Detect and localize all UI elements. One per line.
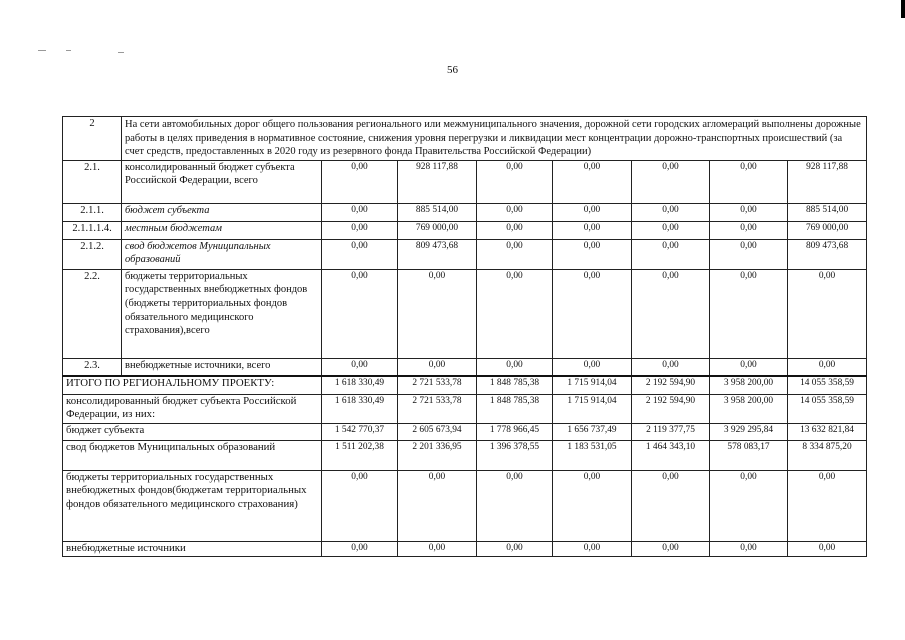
summary-value-cell: 0,00 — [710, 541, 788, 556]
summary-value-cell: 1 656 737,49 — [553, 423, 632, 440]
summary-value-cell: 0,00 — [710, 470, 788, 541]
value-cell: 809 473,68 — [788, 239, 867, 269]
summary-value-cell: 3 929 295,84 — [710, 423, 788, 440]
summary-value-cell: 1 464 343,10 — [632, 440, 710, 470]
summary-value-cell: 3 958 200,00 — [710, 394, 788, 423]
table-row — [63, 203, 867, 221]
summary-value-cell: 13 632 821,84 — [788, 423, 867, 440]
summary-value-cell: 1 848 785,38 — [477, 394, 553, 423]
scan-speck — [66, 50, 71, 51]
summary-value-cell: 0,00 — [788, 541, 867, 556]
scan-edge-mark — [901, 0, 905, 18]
value-cell: 928 117,88 — [788, 160, 867, 203]
page-number: 56 — [447, 64, 458, 76]
summary-value-cell: 0,00 — [398, 541, 477, 556]
summary-row — [63, 423, 867, 440]
summary-value-cell: 0,00 — [632, 470, 710, 541]
value-cell: 0,00 — [632, 358, 710, 376]
summary-value-cell: 0,00 — [553, 541, 632, 556]
summary-value-cell: 2 721 533,78 — [398, 394, 477, 423]
total-value-cell: 14 055 358,59 — [788, 376, 867, 394]
total-value-cell: 3 958 200,00 — [710, 376, 788, 394]
value-cell: 0,00 — [477, 269, 553, 358]
row-label: местным бюджетам — [122, 221, 322, 239]
row-code: 2.3. — [63, 358, 122, 376]
value-cell: 0,00 — [710, 160, 788, 203]
total-label: ИТОГО ПО РЕГИОНАЛЬНОМУ ПРОЕКТУ: — [63, 376, 322, 394]
summary-label: бюджет субъекта — [63, 423, 322, 440]
value-cell: 0,00 — [710, 358, 788, 376]
row-label: бюджет субъекта — [122, 203, 322, 221]
row-code: 2.2. — [63, 269, 122, 358]
total-value-cell: 1 848 785,38 — [477, 376, 553, 394]
section-title: На сети автомобильных дорог общего пользования регионального или межмуниципального значения, дорожной сети городских агломераций выполнены дорожные работы в целях приведения в нормативное состояние, снижения уровня перегрузки и ликвидации мест концентрации дорожно-транспортных происшествий (за счет средств, предоставленных в 2020 году из резервного фонда Правительства Российской Федерации) — [122, 117, 867, 161]
total-value-cell: 2 721 533,78 — [398, 376, 477, 394]
table-body — [63, 117, 867, 557]
value-cell: 769 000,00 — [398, 221, 477, 239]
value-cell: 0,00 — [477, 160, 553, 203]
value-cell: 769 000,00 — [788, 221, 867, 239]
row-label: бюджеты территориальных государственных внебюджетных фондов (бюджеты территориальных фондов обязательного медицинского страхования),всего — [122, 269, 322, 358]
total-value-cell: 1 618 330,49 — [322, 376, 398, 394]
row-code: 2.1.1.1.4. — [63, 221, 122, 239]
value-cell: 0,00 — [710, 221, 788, 239]
section-code: 2 — [63, 117, 122, 161]
total-row — [63, 376, 867, 394]
row-code: 2.1.2. — [63, 239, 122, 269]
total-value-cell: 2 192 594,90 — [632, 376, 710, 394]
value-cell: 0,00 — [632, 239, 710, 269]
value-cell: 0,00 — [788, 358, 867, 376]
row-code: 2.1. — [63, 160, 122, 203]
value-cell: 0,00 — [477, 203, 553, 221]
value-cell: 0,00 — [322, 358, 398, 376]
value-cell: 0,00 — [632, 203, 710, 221]
value-cell: 0,00 — [322, 239, 398, 269]
summary-value-cell: 1 183 531,05 — [553, 440, 632, 470]
summary-value-cell: 0,00 — [322, 470, 398, 541]
summary-value-cell: 0,00 — [632, 541, 710, 556]
summary-label: консолидированный бюджет субъекта Российской Федерации, из них: — [63, 394, 322, 423]
value-cell: 0,00 — [710, 203, 788, 221]
row-label: консолидированный бюджет субъекта Российской Федерации, всего — [122, 160, 322, 203]
summary-label: бюджеты территориальных государственных внебюджетных фондов(бюджетам территориальных фондов обязательного медицинского страхования) — [63, 470, 322, 541]
summary-row — [63, 541, 867, 556]
value-cell: 0,00 — [322, 160, 398, 203]
summary-row — [63, 394, 867, 423]
value-cell: 0,00 — [553, 221, 632, 239]
value-cell: 885 514,00 — [788, 203, 867, 221]
value-cell: 0,00 — [710, 269, 788, 358]
value-cell: 0,00 — [322, 203, 398, 221]
summary-value-cell: 14 055 358,59 — [788, 394, 867, 423]
value-cell: 0,00 — [632, 221, 710, 239]
summary-value-cell: 8 334 875,20 — [788, 440, 867, 470]
summary-value-cell: 2 201 336,95 — [398, 440, 477, 470]
summary-value-cell: 1 511 202,38 — [322, 440, 398, 470]
value-cell: 0,00 — [553, 160, 632, 203]
table-row — [63, 358, 867, 376]
value-cell: 809 473,68 — [398, 239, 477, 269]
value-cell: 0,00 — [398, 269, 477, 358]
value-cell: 0,00 — [477, 239, 553, 269]
summary-value-cell: 2 192 594,90 — [632, 394, 710, 423]
section-header-row — [63, 117, 867, 161]
summary-value-cell: 1 778 966,45 — [477, 423, 553, 440]
value-cell: 0,00 — [553, 358, 632, 376]
row-code: 2.1.1. — [63, 203, 122, 221]
value-cell: 0,00 — [553, 203, 632, 221]
value-cell: 0,00 — [322, 221, 398, 239]
row-label: свод бюджетов Муниципальных образований — [122, 239, 322, 269]
summary-label: свод бюджетов Муниципальных образований — [63, 440, 322, 470]
scan-speck — [38, 50, 46, 51]
table-row — [63, 221, 867, 239]
summary-value-cell: 0,00 — [477, 470, 553, 541]
total-value-cell: 1 715 914,04 — [553, 376, 632, 394]
summary-value-cell: 1 542 770,37 — [322, 423, 398, 440]
value-cell: 0,00 — [322, 269, 398, 358]
summary-value-cell: 0,00 — [477, 541, 553, 556]
summary-value-cell: 2 119 377,75 — [632, 423, 710, 440]
table-row — [63, 269, 867, 358]
table-row — [63, 239, 867, 269]
budget-table — [62, 116, 867, 557]
summary-row — [63, 440, 867, 470]
row-label: внебюджетные источники, всего — [122, 358, 322, 376]
summary-label: внебюджетные источники — [63, 541, 322, 556]
summary-value-cell: 578 083,17 — [710, 440, 788, 470]
summary-value-cell: 2 605 673,94 — [398, 423, 477, 440]
summary-value-cell: 1 396 378,55 — [477, 440, 553, 470]
value-cell: 928 117,88 — [398, 160, 477, 203]
value-cell: 0,00 — [553, 239, 632, 269]
value-cell: 885 514,00 — [398, 203, 477, 221]
summary-value-cell: 0,00 — [788, 470, 867, 541]
value-cell: 0,00 — [477, 358, 553, 376]
value-cell: 0,00 — [632, 269, 710, 358]
summary-value-cell: 0,00 — [398, 470, 477, 541]
value-cell: 0,00 — [788, 269, 867, 358]
value-cell: 0,00 — [632, 160, 710, 203]
scan-speck — [118, 52, 124, 53]
value-cell: 0,00 — [710, 239, 788, 269]
summary-value-cell: 1 715 914,04 — [553, 394, 632, 423]
summary-row — [63, 470, 867, 541]
value-cell: 0,00 — [398, 358, 477, 376]
value-cell: 0,00 — [553, 269, 632, 358]
table-row — [63, 160, 867, 203]
value-cell: 0,00 — [477, 221, 553, 239]
summary-value-cell: 0,00 — [553, 470, 632, 541]
summary-value-cell: 0,00 — [322, 541, 398, 556]
summary-value-cell: 1 618 330,49 — [322, 394, 398, 423]
